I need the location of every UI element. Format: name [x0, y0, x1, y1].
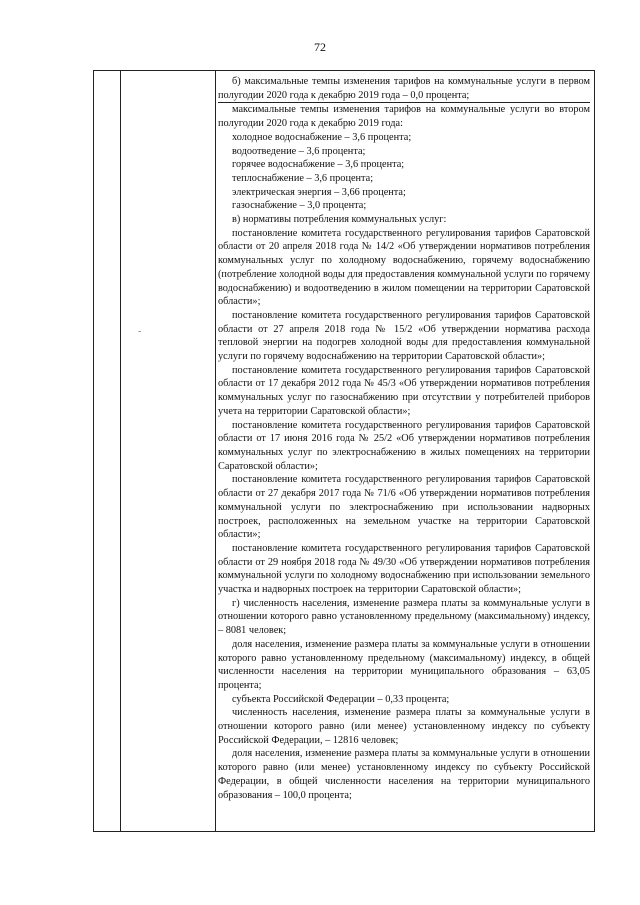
- paragraph: электрическая энергия – 3,66 процента;: [232, 186, 406, 198]
- document-table: [93, 70, 595, 832]
- table-column-divider: [215, 71, 216, 831]
- table-text-cell: [218, 75, 590, 802]
- paragraph: доля населения, изменение размера платы за коммунальные услуги в отношении которого равно (или менее) установленному индексу по субъекту Российской Федерации, в общей численности населения на территории муниципального образования – 100,0 процента;: [218, 748, 590, 801]
- paragraph: субъекта Российской Федерации – 0,33 процента;: [232, 693, 450, 705]
- paragraph: в) нормативы потребления коммунальных услуг:: [232, 214, 447, 226]
- paragraph: постановление комитета государственного регулирования тарифов Саратовской области от 17 июня 2016 года № 25/2 «Об утверждении нормативов потребления коммунальных услуг по электроснабжению в жилых помещениях на территории Саратовской области»;: [218, 419, 590, 472]
- paragraph: постановление комитета государственного регулирования тарифов Саратовской области от 29 ноября 2018 года № 49/30 «Об утверждении нормативов потребления коммунальной услуги по холодному водоснабжению при использовании земельного участка и надворных построек на территории Саратовской области»;: [218, 542, 590, 596]
- paragraph: постановление комитета государственного регулирования тарифов Саратовской области от 20 апреля 2018 года № 14/2 «Об утверждении нормативов потребления коммунальных услуг по холодному водоснабжению, горячему водоснабжению (потребление холодной воды для предоставления коммунальной услуги по горячему водоснабжению) и водоотведению в жилом помещении на территории Саратовской области»;: [218, 227, 590, 308]
- paragraph: доля населения, изменение размера платы за коммунальные услуги в отношении которого равно установленному предельному (максимальному) индексу, в общей численности населения на территории муниципального образования – 63,05 процента;: [218, 638, 590, 691]
- paragraph: газоснабжение – 3,0 процента;: [232, 200, 367, 212]
- paragraph: теплоснабжение – 3,6 процента;: [232, 172, 374, 184]
- paragraph: максимальные темпы изменения тарифов на коммунальные услуги во втором полугодии 2020 года к декабрю 2019 года:: [218, 104, 590, 130]
- paragraph: постановление комитета государственного регулирования тарифов Саратовской области от 27 апреля 2018 года № 15/2 «Об утверждении норматива расхода тепловой энергии на подогрев холодной воды для предоставления коммунальной услуги по горячему водоснабжению на территории Саратовской области»;: [218, 309, 590, 363]
- paragraph: водоотведение – 3,6 процента;: [232, 145, 366, 157]
- page-number: 72: [314, 40, 326, 54]
- paragraph: б) максимальные темпы изменения тарифов на коммунальные услуги в первом полугодии 2020 года к декабрю 2019 года – 0,0 процента;: [218, 75, 590, 103]
- scan-mark: -: [138, 326, 142, 337]
- paragraph: холодное водоснабжение – 3,6 процента;: [232, 131, 412, 143]
- paragraph: численность населения, изменение размера платы за коммунальные услуги в отношении которого равно (или менее) установленному индексу по субъекту Российской Федерации, – 12816 человек;: [218, 707, 590, 746]
- paragraph: постановление комитета государственного регулирования тарифов Саратовской области от 27 декабря 2017 года № 71/6 «Об утверждении нормативов потребления коммунальной услуги по электроснабжению при использовании надворных построек, расположенных на земельном участке на территории Саратовской области»;: [218, 474, 590, 541]
- paragraph: постановление комитета государственного регулирования тарифов Саратовской области от 17 декабря 2012 года № 45/3 «Об утверждении нормативов потребления коммунальных услуг по газоснабжению при отсутствии у потребителей приборов учета на территории Саратовской области»;: [218, 364, 590, 417]
- paragraph: горячее водоснабжение – 3,6 процента;: [232, 159, 405, 171]
- paragraph: г) численность населения, изменение размера платы за коммунальные услуги в отношении которого равно установленному предельному (максимальному) индексу, – 8081 человек;: [218, 597, 590, 637]
- table-column-divider: [120, 71, 121, 831]
